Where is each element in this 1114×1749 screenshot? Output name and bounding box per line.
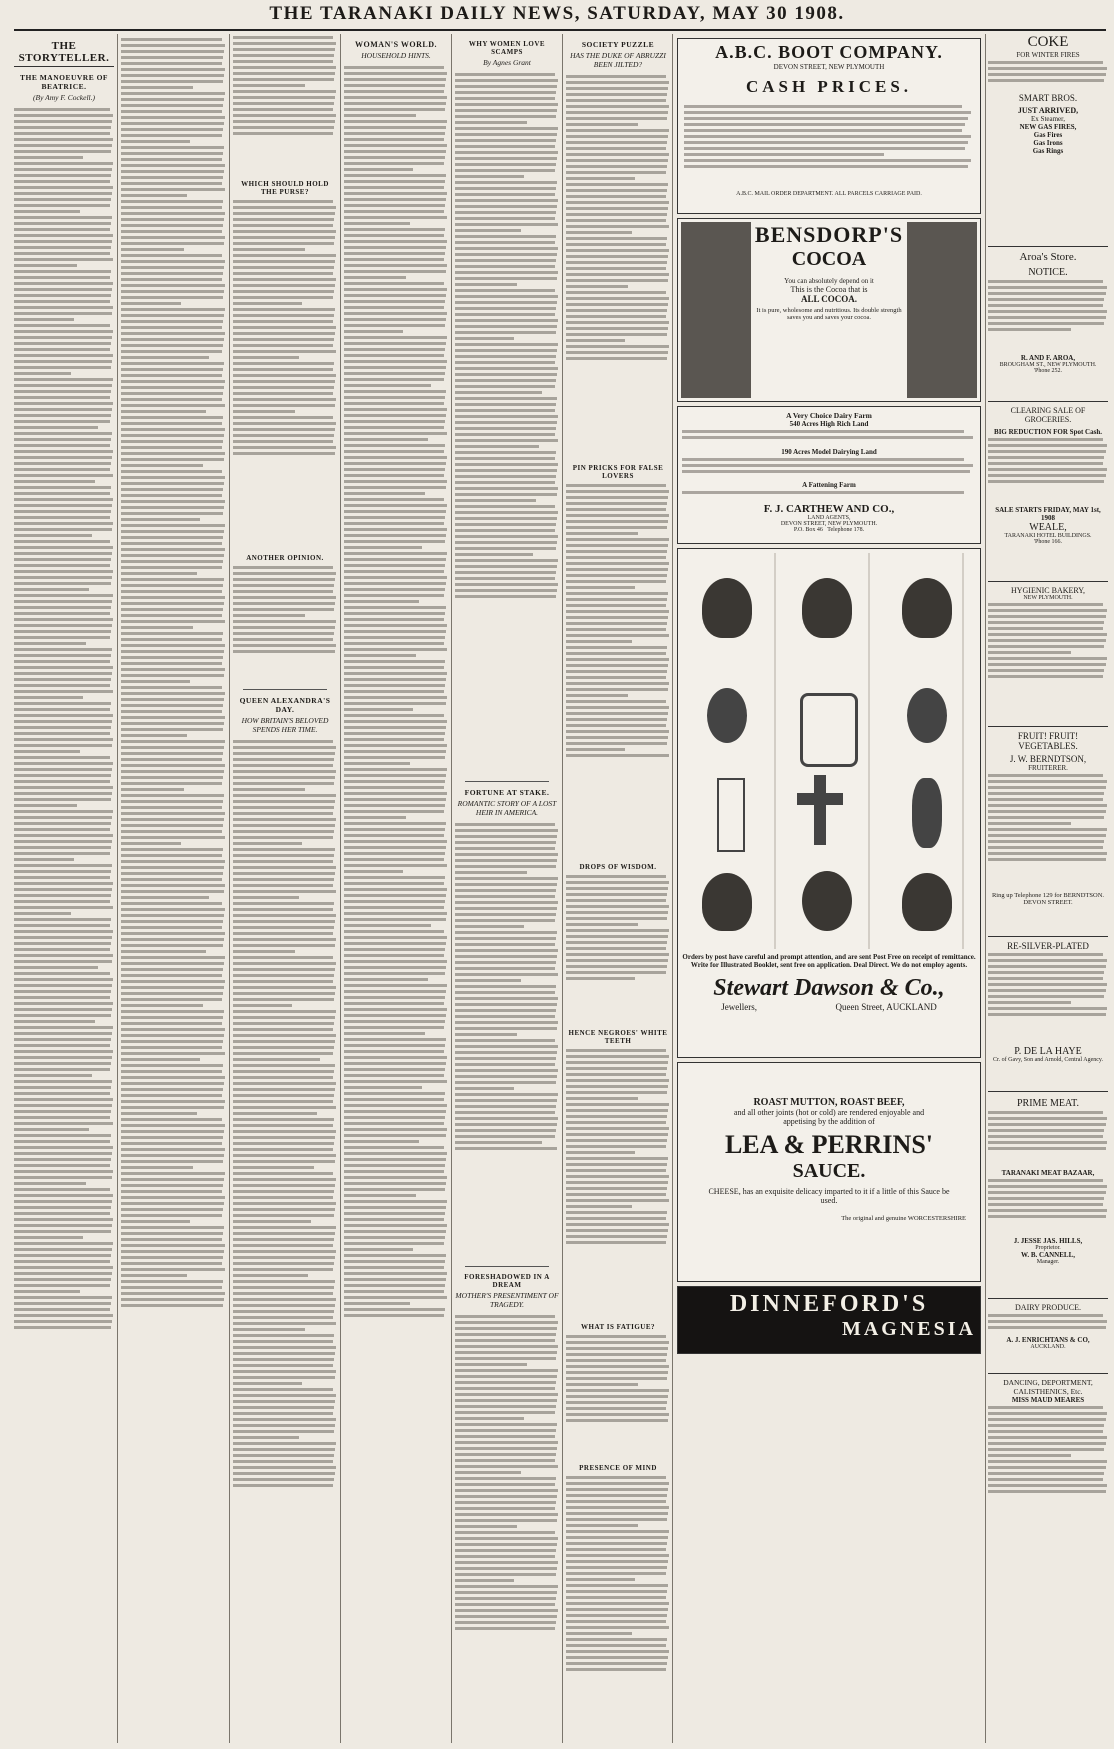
- advertisements-column: [675, 34, 983, 1739]
- fortune-heading: FORTUNE AT STAKE.: [464, 788, 550, 797]
- pendant-icon: [912, 778, 942, 848]
- farm-h3: 190 Acres Model Dairying Land: [781, 448, 877, 456]
- coke-a1: Ex Steamer,: [1031, 115, 1065, 123]
- bensdorp-line3: ALL COCOA.: [800, 294, 857, 304]
- heart-pendant-icon: [902, 873, 952, 931]
- aroa-title: Aroa's Store.: [1019, 251, 1077, 263]
- fruit-street: DEVON STREET.: [1023, 899, 1073, 906]
- column-divider: [340, 34, 341, 1743]
- carthew-po: P.O. Box 46: [793, 527, 823, 533]
- meat-title: PRIME MEAT.: [1016, 1098, 1080, 1109]
- coke-smart: SMART BROS.: [1018, 93, 1078, 103]
- coke-arrived: JUST ARRIVED,: [1017, 106, 1079, 115]
- story-body: [14, 106, 114, 1332]
- abc-footer: A.B.C. MAIL ORDER DEPARTMENT. ALL PARCELS CARRIAGE PAID.: [736, 191, 922, 197]
- clearing-big: BIG REDUCTION FOR Spot Cash.: [994, 428, 1102, 436]
- dancing-title: DANCING, DEPORTMENT, CALISTHENICS, Etc.: [1003, 1378, 1093, 1396]
- meat-text2: [988, 1177, 1108, 1237]
- scamps-heading: WHY WOMEN LOVE SCAMPS: [468, 40, 546, 56]
- dancing-name: MISS MAUD MEARES: [1011, 1396, 1085, 1404]
- coke-a5: Gas Rings: [1032, 147, 1064, 155]
- dancing-text: [988, 1404, 1108, 1524]
- lea-sub: and all other joints (hot or cold) are rendered enjoyable and appetising by the addition of: [733, 1108, 925, 1126]
- jewellery-illustrations: [682, 553, 976, 949]
- abc-price-list: [684, 103, 974, 191]
- scamps-body: [455, 71, 559, 776]
- coke-a3: Gas Fires: [1033, 131, 1063, 139]
- replating-ad: [988, 941, 1108, 1092]
- newspaper-title: THE TARANAKI DAILY NEWS, SATURDAY, MAY 30 1908.: [269, 3, 845, 24]
- brooch-icon: [717, 778, 745, 852]
- queen-subheading: HOW BRITAIN'S BELOVED SPENDS HER TIME.: [241, 716, 329, 734]
- purse-heading: WHICH SHOULD HOLD THE PURSE?: [241, 180, 329, 196]
- aroa-text: [988, 278, 1108, 354]
- lea-brand: LEA & PERRINS': [724, 1130, 934, 1159]
- lea-top: ROAST MUTTON, ROAST BEEF,: [753, 1097, 905, 1108]
- womans-world-heading: WOMAN'S WORLD.: [355, 40, 437, 49]
- pin-pricks-body: [566, 482, 670, 857]
- meat-prop: J. JESSE JAS. HILLS,: [1013, 1237, 1083, 1245]
- lea-sauce: SAUCE.: [792, 1160, 866, 1182]
- farm-h2: 540 Acres High Rich Land: [789, 420, 869, 428]
- aroa-name: R. AND F. AROA,: [1020, 354, 1076, 362]
- clearing-who: WEALE,: [1029, 522, 1067, 533]
- abc-cash-prices: CASH PRICES.: [745, 77, 913, 96]
- dream-body: [455, 1313, 559, 1633]
- coke-title: COKE: [1027, 34, 1069, 50]
- stewart-note2: Write for Illustrated Booklet, sent free on application. Deal Direct. We do not employ agents.: [690, 961, 968, 969]
- presence-body: [566, 1474, 670, 1674]
- bensdorp-line2: This is the Cocoa that is: [790, 285, 868, 294]
- storyteller-heading: THE STORYTELLER.: [14, 40, 114, 67]
- drops-body: [566, 873, 670, 1023]
- bakery-addr: NEW PLYMOUTH.: [1023, 595, 1073, 601]
- farms-ad: [677, 406, 981, 544]
- cross-bar: [797, 793, 843, 805]
- womens-world-column: [233, 34, 337, 1739]
- storyteller-column: [14, 34, 114, 1739]
- womans-world-column: [344, 34, 448, 1739]
- stewart-jewellers: Jewellers,: [721, 1002, 757, 1012]
- bakery-ad: [988, 586, 1108, 727]
- column-divider: [451, 34, 452, 1743]
- abc-boot-ad: [677, 38, 981, 214]
- heart-pendant-icon: [902, 578, 952, 638]
- stewart-name: Stewart Dawson & Co.,: [713, 975, 945, 1001]
- bensdorp-figure-left: [681, 222, 751, 398]
- aroa-address: BROUGHAM ST., NEW PLYMOUTH.: [999, 362, 1097, 368]
- dancing-ad: [988, 1378, 1108, 1524]
- dinnefords-ad: [677, 1286, 981, 1354]
- fatigue-body: [566, 1333, 670, 1458]
- column-divider: [672, 34, 673, 1743]
- meat-prop2: Proprietor.: [1035, 1245, 1061, 1251]
- drops-heading: DROPS OF WISDOM.: [579, 863, 657, 871]
- farm-text3: [682, 489, 976, 503]
- coke-text: [988, 59, 1108, 93]
- negroes-heading: HENCE NEGROES' WHITE TEETH: [568, 1029, 668, 1045]
- story-body-continued: [121, 36, 226, 1310]
- clearing-sale: SALE STARTS FRIDAY, MAY 1st, 1908: [995, 506, 1101, 522]
- dinnefords-brand: DINNEFORD'S: [729, 1291, 929, 1317]
- aroa-ad: [988, 251, 1108, 402]
- society-heading: SOCIETY PUZZLE: [581, 40, 655, 49]
- aroa-notice: NOTICE.: [1028, 267, 1068, 278]
- purse-body: [233, 198, 337, 548]
- meat-mgr2: Manager.: [1036, 1259, 1060, 1265]
- carthew-sub: LAND AGENTS,: [807, 515, 851, 521]
- column-divider: [985, 34, 986, 1743]
- carthew-tel: Telephone 178.: [827, 527, 865, 533]
- dairy-name: A. J. ENRICHTANS & CO,: [1006, 1336, 1090, 1344]
- bensdorp-cocoa: COCOA: [791, 248, 867, 270]
- fruit-trade: FRUITERER.: [1028, 764, 1068, 772]
- bensdorp-line5: saves you and saves your cocoa.: [786, 314, 872, 321]
- pin-pricks-heading: PIN PRICKS FOR FALSE LOVERS: [572, 464, 664, 480]
- heart-pendant-icon: [802, 871, 852, 931]
- scamps-column: [455, 34, 559, 1739]
- fruit-name: J. W. BERNDTSON,: [1009, 754, 1087, 764]
- another-opinion-body: [233, 564, 337, 684]
- farm-text2: [682, 456, 976, 481]
- story-body-end: [233, 34, 337, 174]
- farm-text1: [682, 428, 976, 448]
- household-hints-heading: HOUSEHOLD HINTS.: [361, 51, 431, 60]
- locket-icon: [907, 688, 947, 743]
- prime-meat-ad: [988, 1098, 1108, 1299]
- clearing-text: [988, 436, 1108, 506]
- dream-subheading: MOTHER'S PRESENTIMENT OF TRAGEDY.: [455, 1291, 559, 1309]
- bensdorp-line1: You can absolutely depend on it: [784, 277, 874, 285]
- another-opinion-heading: ANOTHER OPINION.: [246, 554, 324, 562]
- clearing-sale-ad: [988, 406, 1108, 582]
- scamps-author: By Agnes Grant: [483, 58, 531, 67]
- bensdorp-brand: BENSDORP'S: [754, 222, 904, 247]
- household-hints-body: [344, 64, 448, 1320]
- dairy-text: [988, 1312, 1108, 1336]
- fruit-text: [988, 772, 1108, 892]
- coke-a2: NEW GAS FIRES,: [1019, 123, 1077, 131]
- lea-cheese: CHEESE, has an exquisite delicacy imparted to it if a little of this Sauce be used.: [708, 1187, 950, 1205]
- coke-sub: FOR WINTER FIRES: [1016, 51, 1080, 59]
- coke-ad: [988, 34, 1108, 247]
- abc-address: DEVON STREET, NEW PLYMOUTH: [773, 63, 885, 71]
- fortune-subheading: ROMANTIC STORY OF A LOST HEIR IN AMERICA.: [457, 799, 557, 817]
- presence-heading: PRESENCE OF MIND: [579, 1464, 657, 1472]
- society-body: [566, 73, 670, 458]
- stewart-address: Queen Street, AUCKLAND: [835, 1002, 937, 1012]
- plated-addr: Cr. of Gavy, Son and Arnold, Central Agency.: [992, 1057, 1104, 1063]
- meat-mart: TARANAKI MEAT BAZAAR,: [1001, 1169, 1095, 1177]
- small-ads-column: [988, 34, 1108, 1739]
- lea-genuine: The original and genuine WORCESTERSHIRE: [841, 1215, 966, 1222]
- society-subheading: HAS THE DUKE OF ABRUZZI BEEN JILTED?: [570, 51, 666, 69]
- column-divider: [562, 34, 563, 1743]
- farm-h1: A Very Choice Dairy Farm: [786, 411, 872, 420]
- dream-heading: FORESHADOWED IN A DREAM: [464, 1273, 550, 1289]
- bensdorp-line4: It is pure, wholesome and nutritious. Its double strength: [756, 307, 902, 314]
- queen-heading: QUEEN ALEXANDRA'S DAY.: [239, 696, 331, 714]
- clearing-addr: TARANAKI HOTEL BUILDINGS.: [1004, 533, 1092, 539]
- queen-body: [233, 738, 337, 1490]
- fruit-ad: [988, 731, 1108, 937]
- farm-h4: A Fattening Farm: [802, 481, 856, 489]
- stewart-note: Orders by post have careful and prompt attention, and are sent Post Free on receipt of remittance.: [682, 953, 976, 961]
- fatigue-heading: WHAT IS FATIGUE?: [581, 1323, 655, 1331]
- story-continued-column: [121, 34, 226, 1739]
- story-author: (By Amy F. Cockell.): [33, 93, 95, 102]
- meat-text: [988, 1109, 1108, 1169]
- bensdorp-figure-right: [907, 222, 977, 398]
- aroa-phone: 'Phone 252.: [1033, 368, 1063, 374]
- society-column: [566, 34, 670, 1739]
- bakery-text: [988, 601, 1108, 711]
- heart-pendant-icon: [702, 578, 752, 638]
- story-title: THE MANOEUVRE OF BEATRICE.: [19, 73, 108, 91]
- cross-icon: [814, 775, 826, 845]
- fortune-body: [455, 821, 559, 1261]
- locket-icon: [800, 693, 858, 767]
- abc-title: A.B.C. BOOT COMPANY.: [715, 42, 943, 62]
- lea-perrins-ad: [677, 1062, 981, 1282]
- clearing-phone: 'Phone 166.: [1033, 539, 1063, 545]
- stewart-dawson-ad: [677, 548, 981, 1058]
- dairy-ad: [988, 1303, 1108, 1374]
- bensdorp-ad: [677, 218, 981, 402]
- plated-text: [988, 951, 1108, 1046]
- carthew-address: DEVON STREET, NEW PLYMOUTH.: [780, 521, 878, 527]
- locket-icon: [707, 688, 747, 743]
- bakery-title: HYGIENIC BAKERY,: [1010, 586, 1086, 595]
- column-divider: [117, 34, 118, 1743]
- masthead-rule: [14, 29, 1106, 31]
- column-divider: [229, 34, 230, 1743]
- heart-pendant-icon: [702, 873, 752, 931]
- dairy-addr: AUCKLAND.: [1030, 1344, 1066, 1350]
- fruit-title: FRUIT! FRUIT! VEGETABLES.: [1017, 731, 1079, 751]
- meat-mgr: W. B. CANNELL,: [1020, 1251, 1075, 1259]
- negroes-body: [566, 1047, 670, 1317]
- heart-pendant-icon: [802, 578, 852, 638]
- dairy-title: DAIRY PRODUCE.: [1015, 1303, 1081, 1312]
- fruit-tel: Ring up Telephone 129 for BERNDTSON.: [991, 892, 1105, 899]
- plated-name: P. DE LA HAYE: [1014, 1046, 1082, 1057]
- dinnefords-magnesia: MAGNESIA: [841, 1318, 976, 1340]
- clearing-title: CLEARING SALE OF GROCERIES.: [1010, 406, 1086, 424]
- masthead: [0, 0, 1114, 28]
- carthew-name: F. J. CARTHEW AND CO.,: [763, 503, 895, 515]
- coke-a4: Gas Irons: [1033, 139, 1063, 147]
- plated-title: RE-SILVER-PLATED: [1007, 941, 1089, 951]
